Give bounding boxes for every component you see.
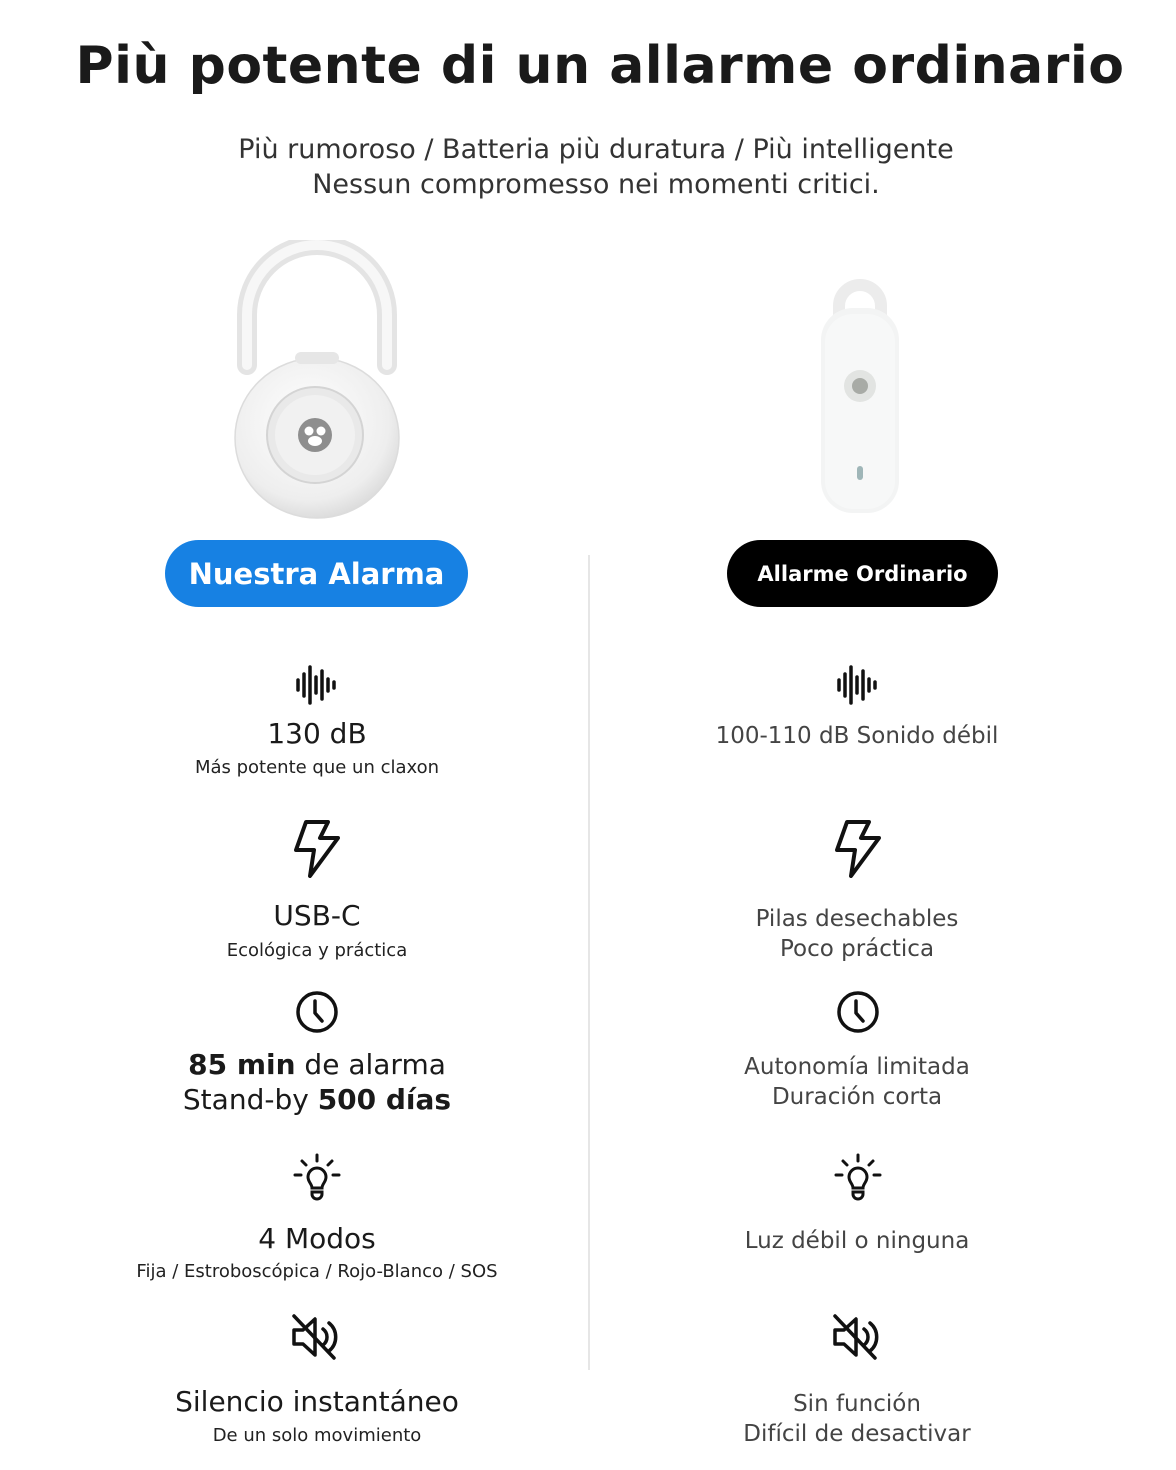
silence-left-sub: De un solo movimiento [212, 1425, 422, 1446]
subtitle-line-1: Più rumoroso / Batteria più duratura / Più intelligente [238, 134, 954, 165]
clock-icon [836, 990, 880, 1034]
sound-left-main: 130 dB [267, 717, 367, 750]
battery-left-line-2: Stand-by 500 días [182, 1083, 452, 1116]
padlock-alarm-image [225, 240, 410, 525]
lightning-icon [833, 820, 883, 878]
lightbulb-icon [292, 1153, 342, 1203]
lightbulb-icon [833, 1153, 883, 1203]
light-left-main: 4 Modos [258, 1222, 376, 1255]
mute-speaker-icon [290, 1312, 344, 1362]
battery-right-line-2: Duración corta [771, 1084, 943, 1110]
charge-left-main: USB-C [273, 899, 361, 932]
light-left-sub: Fija / Estroboscópica / Rojo-Blanco / SOS [136, 1261, 498, 1282]
lightning-icon [292, 820, 342, 878]
ordinary-alarm-image [815, 268, 905, 518]
sound-wave-icon [836, 665, 880, 705]
silence-right-line-2: Difícil de desactivar [743, 1421, 971, 1447]
sound-right-text: 100-110 dB Sonido débil [715, 723, 999, 749]
charge-left-sub: Ecológica y práctica [226, 940, 408, 961]
sound-left-sub: Más potente que un claxon [194, 757, 440, 778]
clock-icon [295, 990, 339, 1034]
charge-right-line-1: Pilas desechables [755, 906, 959, 932]
silence-left-main: Silencio instantáneo [175, 1385, 459, 1418]
ordinary-alarm-label: Allarme Ordinario [727, 540, 998, 607]
light-right-text: Luz débil o ninguna [744, 1228, 970, 1254]
battery-right-line-1: Autonomía limitada [744, 1054, 970, 1080]
page-title: Più potente di un allarme ordinario [75, 36, 1125, 96]
charge-right-line-2: Poco práctica [779, 936, 935, 962]
our-alarm-label: Nuestra Alarma [165, 540, 468, 607]
sound-wave-icon [295, 665, 339, 705]
subtitle-line-2: Nessun compromesso nei momenti critici. [312, 169, 880, 200]
battery-left-line-1: 85 min de alarma [188, 1048, 446, 1081]
silence-right-line-1: Sin función [793, 1391, 921, 1417]
mute-speaker-icon [831, 1312, 885, 1362]
